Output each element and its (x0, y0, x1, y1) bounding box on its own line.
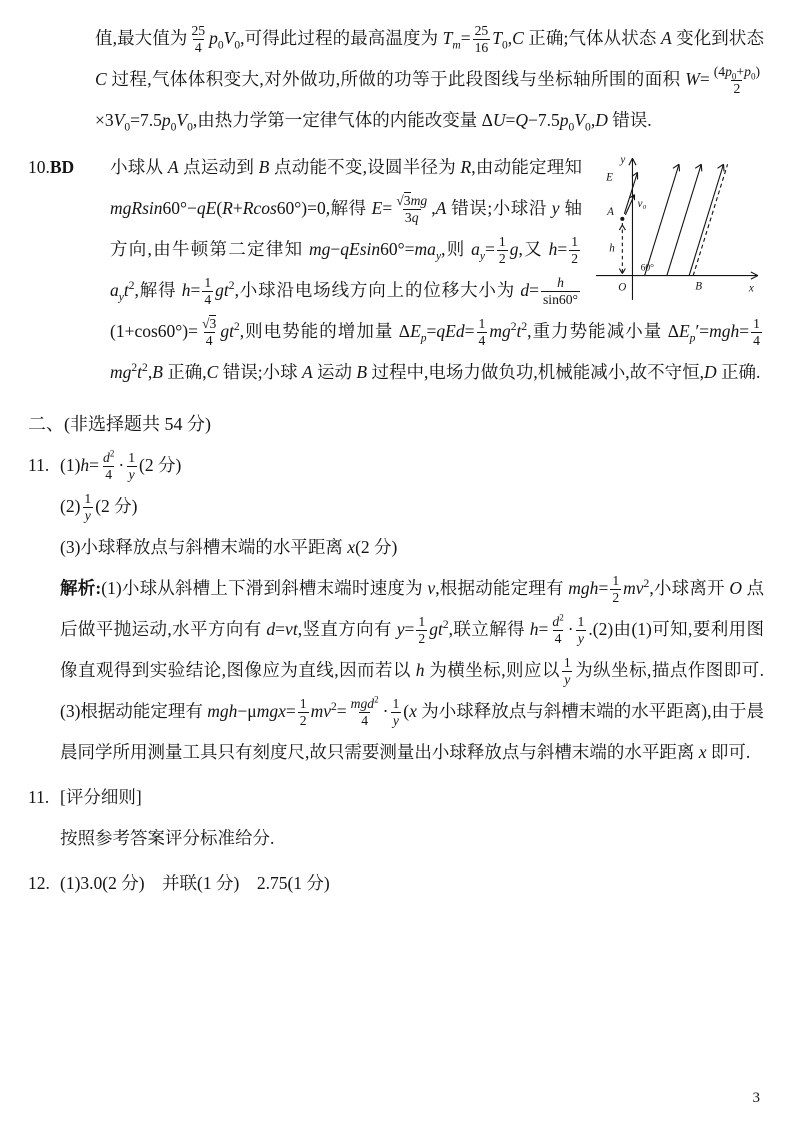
figure-label-e: E (606, 171, 613, 184)
figure-label-v0: v₀ (637, 197, 647, 210)
section-2-header: 二、(非选择题共 54 分) (28, 414, 211, 434)
question-11-answer-1: (1)h= $\frac{d^2}{4}$ · $\frac{1}{y}$ (2 分) (60, 448, 182, 483)
question-12-text: (1)3.0(2 分) 并联(1 分) 2.75(1 分) (60, 873, 330, 893)
question-10-answer: BD (49, 157, 75, 177)
question-11-marker: 11. (28, 455, 50, 475)
page-number: 3 (752, 1090, 760, 1106)
figure-label-y: y (620, 154, 626, 167)
question-11b-text: 按照参考答案评分标准给分. (60, 828, 275, 848)
question-11-scoring (28, 777, 764, 859)
figure-label-x: x (748, 282, 754, 295)
figure-label-o: O (618, 281, 627, 294)
question-12 (28, 863, 764, 904)
figure-label-angle: 60° (640, 262, 655, 274)
answer-9-continuation: 值,最大值为 $\frac{25}{4}$ $p_0V_0$,可得此过程的最高温度为 $T_m=$ $\frac{25}{16}$ $T_0,C$ 正确;气体从状态 A 变化到状态 C 过程,气体体积变大,对外做功,所做的功等于此段图线与坐标轴所围的面积 W= $\frac{(4p_0+p_0)}{2}$ $\times 3V_0=7.5p_0V_0$,由热力学第一定律气体的内能改变量 $\Delta U=Q-7.5p_0V_0,D$ 错误. (95, 22, 765, 134)
question-10-figure (592, 149, 764, 305)
question-11-answer-3: (3)小球释放点与斜槽末端的水平距离 x(2 分) (60, 537, 398, 557)
question-11b-marker: 11. (28, 787, 50, 807)
question-10-marker (28, 147, 74, 188)
figure-label-b: B (695, 280, 702, 293)
question-10-number: 10. (28, 157, 50, 177)
question-11-answer-2: (2) $\frac{1}{y}$ (2 分) (60, 490, 138, 524)
question-12-marker: 12. (28, 873, 50, 893)
question-11 (28, 445, 764, 773)
figure-label-h: h (609, 242, 615, 255)
question-10 (28, 147, 764, 393)
figure-label-a: A (607, 205, 614, 218)
question-10-text: 小球从 A 点运动到 B 点动能不变,设圆半径为 R,由动能定理知 mgRsin60°−qE(R+Rcos60°)=0,解得 E= $\frac{√3mg}{3q}$ ,A 错误;小球沿 y 轴方向,由牛顿第二定律知 $mg-qEsin60^\circ=ma_y$,则 $a_y=$ $\frac{1}{2}$ g,又 h= $\frac{1}{2}$ $a_yt^2$,解得 h= $\frac{1}{4}$ $gt^2$,小球沿电场线方向上的位移大小为 d= $\frac{h}{\sin 60^\circ}$ (1+cos60°)= $\frac{√3}{4}$ $gt^2$,则电势能的增加量 $\Delta E_p=qEd=$ $\frac{1}{4}$ $mg^2t^2$,重力势能减小量 $\Delta E_p'=mgh=$ $\frac{1}{4}$ $mg^2t^2,B$ 正确,C 错误;小球 A 运动 B 过程中,电场力做负功,机械能减小,故不守恒,D 正确. (110, 157, 761, 382)
question-11b-title: [评分细则] (60, 787, 142, 807)
question-11-analysis: 解析:(1)小球从斜槽上下滑到斜槽末端时速度为 v,根据动能定理有 mgh= $\frac{1}{2}$ $mv^2$,小球离开 O 点后做平抛运动,水平方向有 d=vt,竖直方向有 y= $\frac{1}{2}$ $gt^2$,联立解得 h= $\frac{d^2}{4}$ · $\frac{1}{y}$ .(2)由(1)可知,要利用图像直观得到实验结论,图像应为直线,因而若以 h 为横坐标,则应以 $\frac{1}{y}$ 为纵坐标,描点作图即可.(3)根据动能定理有 mgh−μmgx= $\frac{1}{2}$ $mv^2=$ $\frac{mgd^2}{4}$ · $\frac{1}{y}$ (x 为小球释放点与斜槽末端的水平距离),由于晨晨同学所用测量工具只有刻度尺,故只需要测量出小球释放点与斜槽末端的水平距离 x 即可. (60, 572, 765, 762)
